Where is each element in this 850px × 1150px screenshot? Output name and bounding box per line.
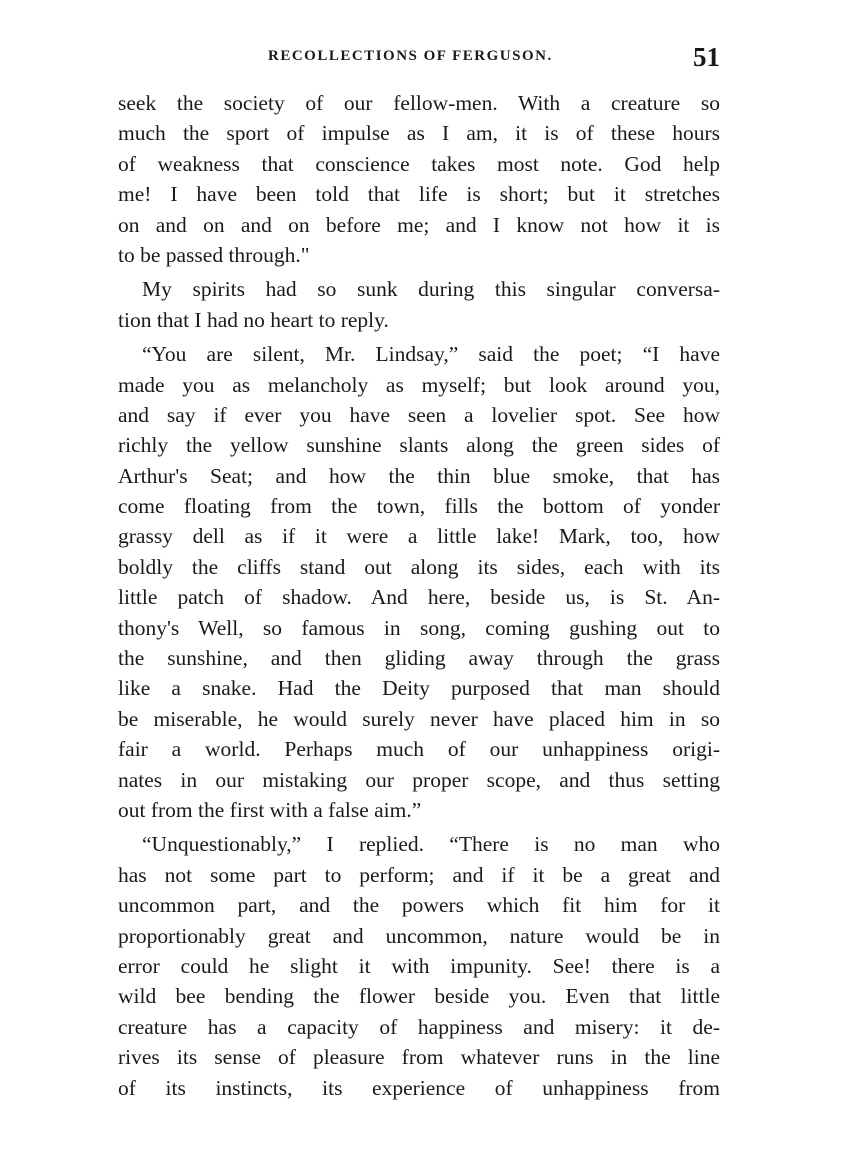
text-line: out from the first with a false aim.” bbox=[118, 797, 422, 822]
text-line: richly the yellow sunshine slants along the green sides of bbox=[118, 433, 720, 458]
text-line: come floating from the town, fills the bottom of yonder bbox=[118, 494, 720, 519]
text-line: on and on and on before me; and I know not how it is bbox=[118, 212, 720, 237]
text-line: fair a world. Perhaps much of our unhappiness origi- bbox=[118, 737, 720, 762]
text-line: the sunshine, and then gliding away through the grass bbox=[118, 646, 720, 671]
text-line: of weakness that conscience takes most note. God help bbox=[118, 151, 720, 176]
paragraph bbox=[118, 829, 720, 1103]
text-line: boldly the cliffs stand out along its sides, each with its bbox=[118, 554, 720, 579]
text-line: and say if ever you have seen a lovelier spot. See how bbox=[118, 402, 720, 427]
text-line: uncommon part, and the powers which fit him for it bbox=[118, 893, 720, 918]
page-number: 51 bbox=[693, 42, 720, 72]
text-line: error could he slight it with impunity. See! there is a bbox=[118, 953, 720, 978]
text-line: creature has a capacity of happiness and misery: it de- bbox=[118, 1014, 720, 1039]
text-line: like a snake. Had the Deity purposed that man should bbox=[118, 676, 720, 701]
text-line: “You are silent, Mr. Lindsay,” said the poet; “I have bbox=[142, 342, 720, 367]
text-line: rives its sense of pleasure from whatever runs in the line bbox=[118, 1045, 720, 1070]
text-line: of its instincts, its experience of unhappiness from bbox=[118, 1075, 720, 1100]
paragraph bbox=[118, 274, 720, 335]
text-line: made you as melancholy as myself; but look around you, bbox=[118, 372, 720, 397]
running-head bbox=[118, 40, 720, 80]
text-line: much the sport of impulse as I am, it is of these hours bbox=[118, 121, 720, 146]
text-line: tion that I had no heart to reply. bbox=[118, 307, 389, 332]
running-title: RECOLLECTIONS OF FERGUSON. bbox=[268, 48, 553, 64]
body-text bbox=[118, 88, 720, 1103]
text-line: thony's Well, so famous in song, coming gushing out to bbox=[118, 615, 720, 640]
text-line: be miserable, he would surely never have placed him in so bbox=[118, 706, 720, 731]
text-line: Arthur's Seat; and how the thin blue smoke, that has bbox=[118, 463, 720, 488]
text-line: nates in our mistaking our proper scope, and thus setting bbox=[118, 767, 720, 792]
text-line: “Unquestionably,” I replied. “There is no man who bbox=[142, 832, 720, 857]
book-page bbox=[118, 40, 720, 1103]
text-line: My spirits had so sunk during this singular conversa- bbox=[142, 277, 720, 302]
text-line: has not some part to perform; and if it be a great and bbox=[118, 862, 720, 887]
text-line: proportionably great and uncommon, nature would be in bbox=[118, 923, 720, 948]
text-line: little patch of shadow. And here, beside us, is St. An- bbox=[118, 585, 720, 610]
text-line: me! I have been told that life is short; but it stretches bbox=[118, 182, 720, 207]
paragraph bbox=[118, 339, 720, 825]
text-line: grassy dell as if it were a little lake! Mark, too, how bbox=[118, 524, 720, 549]
text-line: wild bee bending the flower beside you. Even that little bbox=[118, 984, 720, 1009]
text-line: seek the society of our fellow-men. With a creature so bbox=[118, 91, 720, 115]
text-line: to be passed through." bbox=[118, 242, 310, 267]
paragraph bbox=[118, 88, 720, 270]
